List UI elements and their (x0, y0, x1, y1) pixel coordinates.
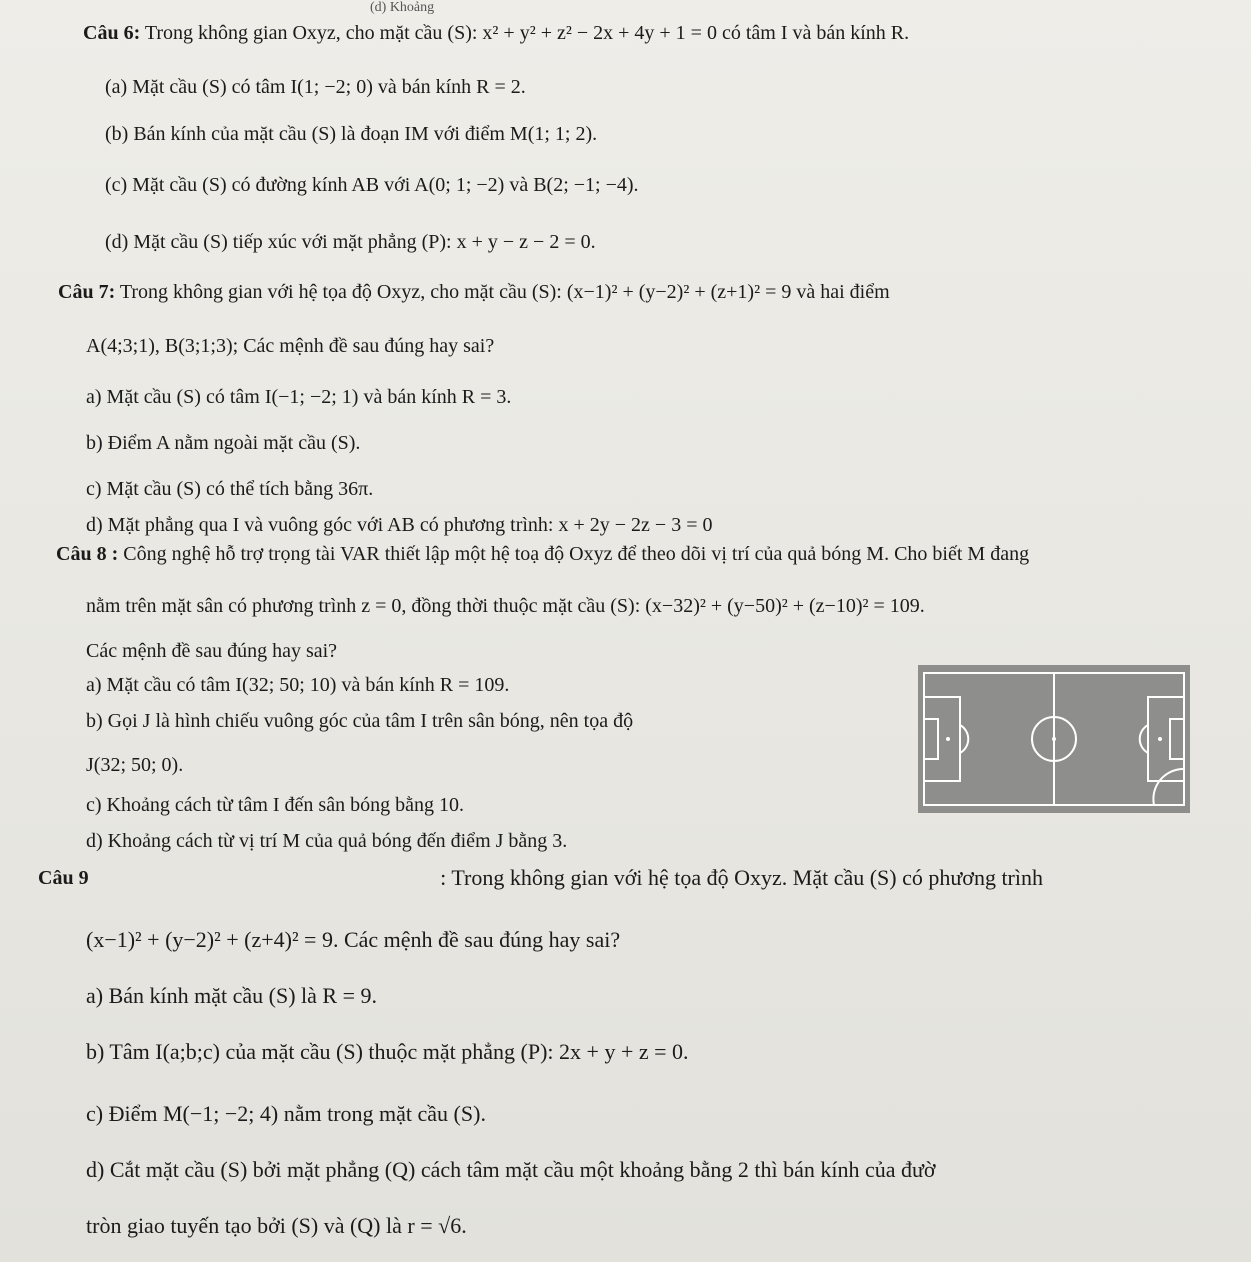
q8-title: Câu 8 : (56, 543, 119, 565)
q8-stem-1: Công nghệ hỗ trợ trọng tài VAR thiết lập một hệ toạ độ Oxyz để theo dõi vị trí của quả bóng M. Cho biết M đang (123, 543, 1030, 565)
q7-option-b: b) Điểm A nằm ngoài mặt cầu (S). (86, 432, 361, 454)
q9-option-d-line-2: tròn giao tuyến tạo bởi (S) và (Q) là r = √6. (86, 1213, 467, 1238)
q9-stem-line-1 (38, 865, 1043, 891)
q7-option-a: a) Mặt cầu (S) có tâm I(−1; −2; 1) và bán kính R = 3. (86, 386, 512, 408)
q7-stem-line-1 (58, 279, 890, 305)
q8-option-b-line-2: J(32; 50; 0). (86, 754, 184, 776)
q7-stem-2: A(4;3;1), B(3;1;3); Các mệnh đề sau đúng hay sai? (86, 335, 495, 357)
football-field-image (918, 665, 1190, 813)
q7-option-d: d) Mặt phẳng qua I và vuông góc với AB có phương trình: x + 2y − 2z − 3 = 0 (86, 514, 713, 536)
q6-option-a: (a) Mặt cầu (S) có tâm I(1; −2; 0) và bán kính R = 2. (105, 76, 526, 98)
q6-title: Câu 6: (83, 22, 141, 44)
q9-option-a: a) Bán kính mặt cầu (S) là R = 9. (86, 983, 378, 1008)
q8-stem-2: nằm trên mặt sân có phương trình z = 0, đồng thời thuộc mặt cầu (S): (x−32)² + (y−50)² + (z−10)² = 109. (86, 595, 925, 617)
top-cut-fragment: (d) Khoảng (370, 0, 435, 15)
q6-option-c: (c) Mặt cầu (S) có đường kính AB với A(0; 1; −2) và B(2; −1; −4). (105, 174, 639, 196)
q6-option-b: (b) Bán kính của mặt cầu (S) là đoạn IM với điểm M(1; 1; 2). (105, 123, 598, 145)
q7-title: Câu 7: (58, 281, 116, 303)
q7-stem-1: Trong không gian với hệ tọa độ Oxyz, cho mặt cầu (S): (x−1)² + (y−2)² + (z+1)² = 9 và hai điểm (119, 281, 890, 303)
q8-stem-line-1 (56, 541, 1029, 567)
q6-option-d: (d) Mặt cầu (S) tiếp xúc với mặt phẳng (P): x + y − z − 2 = 0. (105, 231, 596, 253)
q9-option-d-line-1: d) Cắt mặt cầu (S) bởi mặt phẳng (Q) cách tâm mặt cầu một khoảng bằng 2 thì bán kính của đườ (86, 1157, 936, 1182)
q9-stem-1: : Trong không gian với hệ tọa độ Oxyz. Mặt cầu (S) có phương trình (440, 865, 1043, 890)
q8-option-c: c) Khoảng cách từ tâm I đến sân bóng bằng 10. (86, 794, 464, 816)
q9-option-b: b) Tâm I(a;b;c) của mặt cầu (S) thuộc mặt phẳng (P): 2x + y + z = 0. (86, 1039, 689, 1064)
q8-stem-3: Các mệnh đề sau đúng hay sai? (86, 640, 338, 662)
q8-option-b-line-1: b) Gọi J là hình chiếu vuông góc của tâm I trên sân bóng, nên tọa độ (86, 710, 634, 732)
q7-option-c: c) Mặt cầu (S) có thể tích bằng 36π. (86, 478, 374, 500)
q8-option-a: a) Mặt cầu có tâm I(32; 50; 10) và bán kính R = 109. (86, 674, 510, 696)
q8-option-d: d) Khoảng cách từ vị trí M của quả bóng đến điểm J bằng 3. (86, 830, 568, 852)
football-field-lines (918, 665, 1190, 813)
q9-option-c: c) Điểm M(−1; −2; 4) nằm trong mặt cầu (S). (86, 1101, 486, 1126)
q9-stem-2: (x−1)² + (y−2)² + (z+4)² = 9. Các mệnh đề sau đúng hay sai? (86, 927, 621, 952)
q9-title: Câu 9 (38, 867, 89, 889)
q6-stem: Trong không gian Oxyz, cho mặt cầu (S): x² + y² + z² − 2x + 4y + 1 = 0 có tâm I và bán kính R. (144, 22, 910, 44)
q6-stem-line (83, 20, 909, 46)
